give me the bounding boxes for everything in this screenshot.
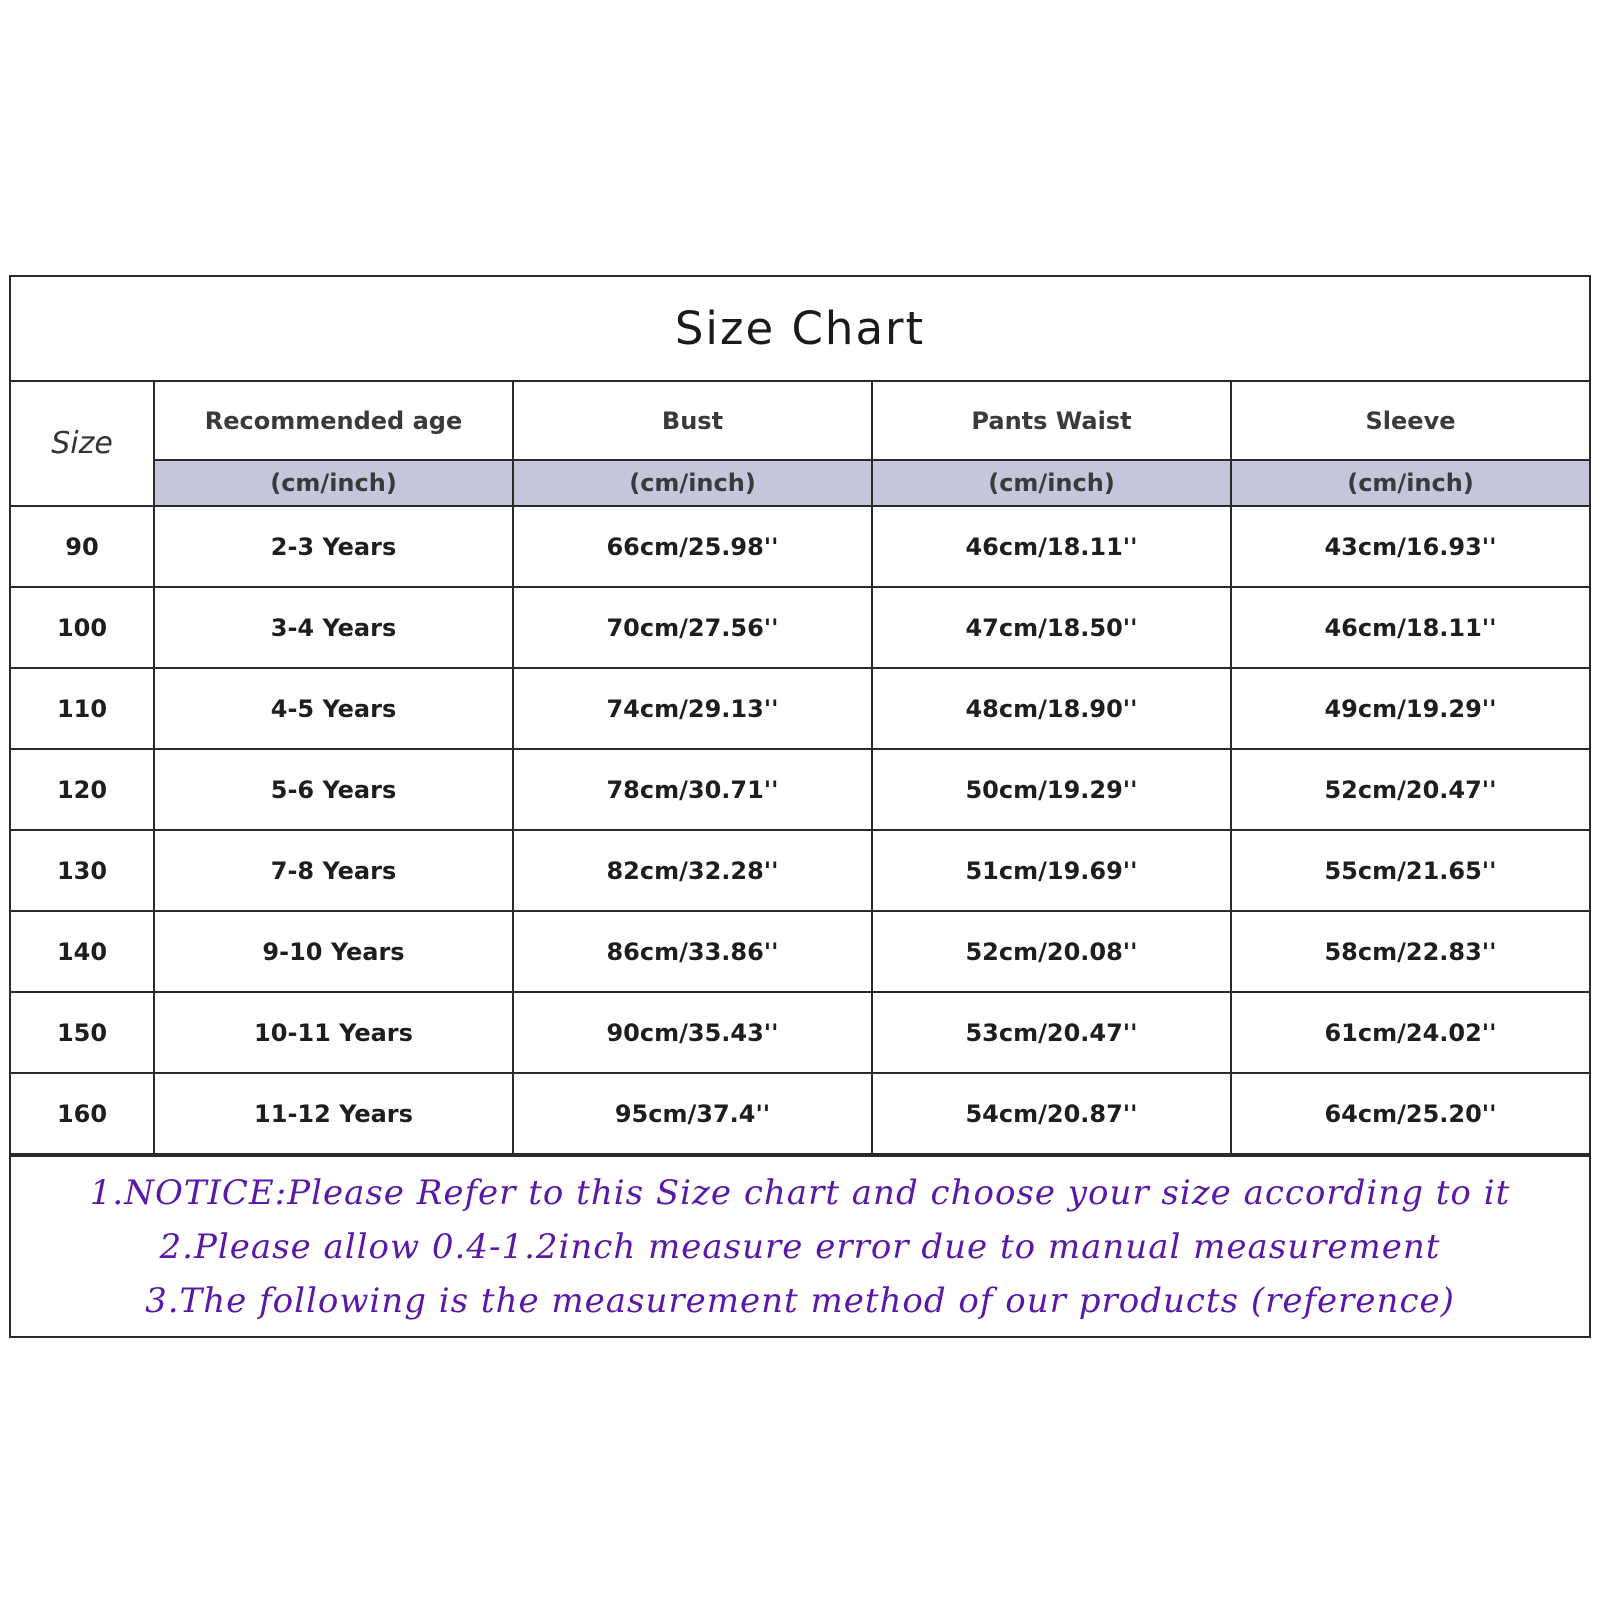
size-cell: 100 [11, 587, 154, 668]
sleeve-cell: 61cm/24.02'' [1231, 992, 1589, 1073]
age-cell: 5-6 Years [154, 749, 513, 830]
pants-waist-cell: 48cm/18.90'' [872, 668, 1231, 749]
size-table [11, 382, 1589, 1155]
bust-cell: 86cm/33.86'' [513, 911, 872, 992]
bust-cell: 70cm/27.56'' [513, 587, 872, 668]
pants-waist-cell: 50cm/19.29'' [872, 749, 1231, 830]
table-row [11, 749, 1589, 830]
note-1: 1.NOTICE:Please Refer to this Size chart and choose your size according to it [89, 1172, 1511, 1213]
size-cell: 130 [11, 830, 154, 911]
age-cell: 10-11 Years [154, 992, 513, 1073]
pants-waist-cell: 51cm/19.69'' [872, 830, 1231, 911]
size-cell: 140 [11, 911, 154, 992]
unit-header: (cm/inch) [513, 460, 872, 506]
size-cell: 90 [11, 506, 154, 587]
size-cell: 150 [11, 992, 154, 1073]
title-row [11, 277, 1589, 382]
note-2: 2.Please allow 0.4-1.2inch measure error due to manual measurement [159, 1226, 1441, 1267]
size-cell: 110 [11, 668, 154, 749]
column-header-pants-waist: Pants Waist [872, 382, 1231, 460]
note-3: 3.The following is the measurement method of our products (reference) [145, 1280, 1455, 1321]
pants-waist-cell: 47cm/18.50'' [872, 587, 1231, 668]
pants-waist-cell: 52cm/20.08'' [872, 911, 1231, 992]
table-row [11, 1073, 1589, 1154]
bust-cell: 78cm/30.71'' [513, 749, 872, 830]
bust-cell: 74cm/29.13'' [513, 668, 872, 749]
size-cell: 120 [11, 749, 154, 830]
pants-waist-cell: 54cm/20.87'' [872, 1073, 1231, 1154]
column-header-bust: Bust [513, 382, 872, 460]
notes-section [11, 1155, 1589, 1336]
unit-header: (cm/inch) [154, 460, 513, 506]
column-header-sleeve: Sleeve [1231, 382, 1589, 460]
age-cell: 2-3 Years [154, 506, 513, 587]
age-cell: 7-8 Years [154, 830, 513, 911]
sleeve-cell: 55cm/21.65'' [1231, 830, 1589, 911]
unit-row [11, 460, 1589, 506]
sleeve-cell: 43cm/16.93'' [1231, 506, 1589, 587]
bust-cell: 66cm/25.98'' [513, 506, 872, 587]
column-header-recommended-age: Recommended age [154, 382, 513, 460]
sleeve-cell: 49cm/19.29'' [1231, 668, 1589, 749]
table-row [11, 911, 1589, 992]
size-chart [9, 275, 1591, 1338]
sleeve-cell: 58cm/22.83'' [1231, 911, 1589, 992]
sleeve-cell: 46cm/18.11'' [1231, 587, 1589, 668]
unit-header: (cm/inch) [1231, 460, 1589, 506]
header-row [11, 382, 1589, 460]
table-row [11, 506, 1589, 587]
bust-cell: 90cm/35.43'' [513, 992, 872, 1073]
age-cell: 3-4 Years [154, 587, 513, 668]
size-column-header: Size [11, 382, 154, 506]
chart-title: Size Chart [674, 302, 926, 355]
unit-header: (cm/inch) [872, 460, 1231, 506]
bust-cell: 82cm/32.28'' [513, 830, 872, 911]
bust-cell: 95cm/37.4'' [513, 1073, 872, 1154]
table-row [11, 992, 1589, 1073]
age-cell: 4-5 Years [154, 668, 513, 749]
age-cell: 11-12 Years [154, 1073, 513, 1154]
table-row [11, 587, 1589, 668]
age-cell: 9-10 Years [154, 911, 513, 992]
sleeve-cell: 52cm/20.47'' [1231, 749, 1589, 830]
size-cell: 160 [11, 1073, 154, 1154]
pants-waist-cell: 53cm/20.47'' [872, 992, 1231, 1073]
sleeve-cell: 64cm/25.20'' [1231, 1073, 1589, 1154]
pants-waist-cell: 46cm/18.11'' [872, 506, 1231, 587]
table-row [11, 668, 1589, 749]
table-row [11, 830, 1589, 911]
